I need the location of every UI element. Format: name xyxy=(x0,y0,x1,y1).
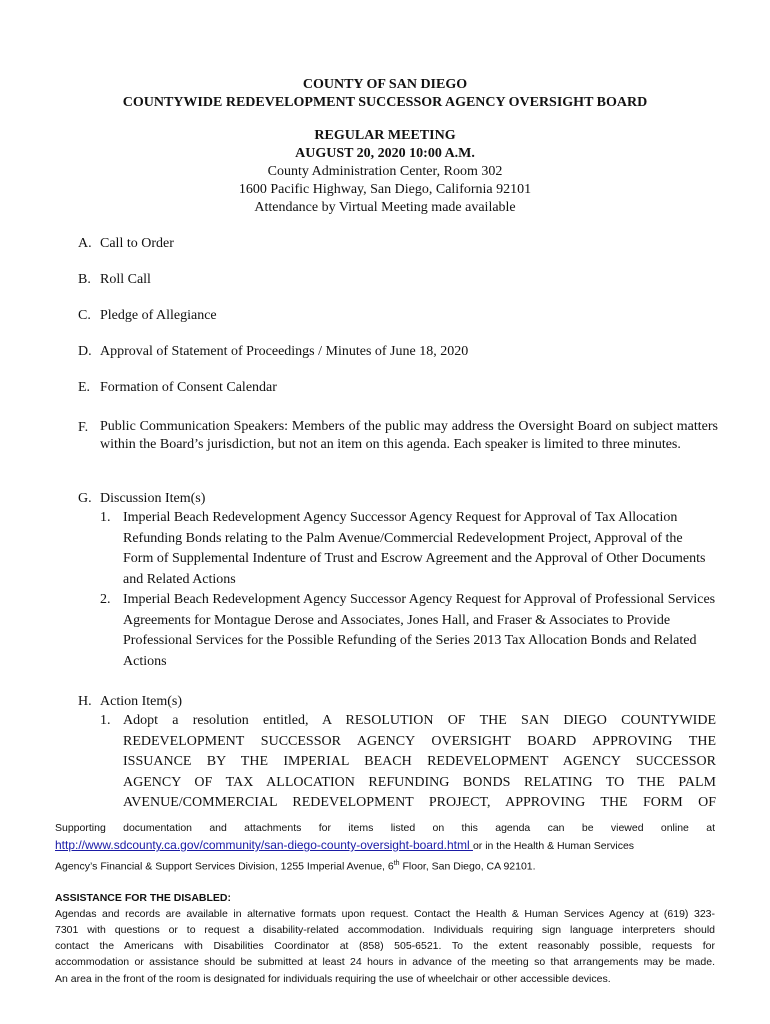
disabled-assistance-line: accommodation or assistance should be submitted at least 24 hours in advance of the meeting so that arrangements may be made. xyxy=(55,956,715,969)
oversight-board-link[interactable]: http://www.sdcounty.ca.gov/community/san-diego-county-oversight-board.html xyxy=(55,838,473,852)
agenda-item-e xyxy=(78,378,718,399)
supporting-docs-line3 xyxy=(55,855,715,876)
text-line: REDEVELOPMENT SUCCESSOR AGENCY OVERSIGHT BOARD APPROVING THE xyxy=(123,733,716,749)
agenda-item-f xyxy=(78,418,718,454)
text-line: ISSUANCE BY THE IMPERIAL BEACH REDEVELOPMENT AGENCY SUCCESSOR xyxy=(123,754,716,769)
item-text: Roll Call xyxy=(100,272,151,287)
text-line: AGENCY OF TAX ALLOCATION REFUNDING BONDS RELATING TO THE PALM xyxy=(123,774,716,790)
document-header xyxy=(0,76,770,217)
meeting-date: AUGUST 20, 2020 10:00 A.M. xyxy=(295,146,475,161)
discussion-item-1 xyxy=(100,508,716,590)
disabled-assistance-title: ASSISTANCE FOR THE DISABLED: xyxy=(55,891,231,904)
item-text xyxy=(123,711,716,814)
item-text: Pledge of Allegiance xyxy=(100,308,217,323)
board-title: COUNTYWIDE REDEVELOPMENT SUCCESSOR AGENCY OVERSIGHT BOARD xyxy=(122,95,648,110)
item-letter: G. xyxy=(78,491,92,506)
agenda-item-g xyxy=(78,489,718,510)
agenda-item-d xyxy=(78,342,718,363)
text-line: AVENUE/COMMERCIAL REDEVELOPMENT PROJECT, APPROVING THE FORM OF xyxy=(123,795,716,810)
item-number: 1. xyxy=(100,713,111,728)
item-letter: D. xyxy=(78,344,92,359)
action-item-1 xyxy=(100,711,716,814)
supporting-docs-line1: Supporting documentation and attachments for items listed on this agenda can be viewed online at xyxy=(55,822,715,834)
agenda-item-b xyxy=(78,270,718,291)
agenda-item-a xyxy=(78,234,718,255)
item-text: Public Communication Speakers: Members of the public may address the Oversight Board on subject matters within the Board’s jurisdiction, but not an item on this agenda. Each speaker is limited to three minutes. xyxy=(100,419,718,452)
item-letter: H. xyxy=(78,694,92,709)
item-text: Discussion Item(s) xyxy=(100,491,206,506)
item-number: 2. xyxy=(100,592,111,607)
meeting-type: REGULAR MEETING xyxy=(314,128,456,143)
address-text: Agency’s Financial & Support Services Division, 1255 Imperial Avenue, 6 xyxy=(55,860,394,873)
item-letter: C. xyxy=(78,308,91,323)
item-text: Formation of Consent Calendar xyxy=(100,380,277,395)
supporting-docs-continued: or in the Health & Human Services xyxy=(472,840,635,852)
text-line: Adopt a resolution entitled, A RESOLUTION OF THE SAN DIEGO COUNTYWIDE xyxy=(123,713,716,728)
location-address: 1600 Pacific Highway, San Diego, California 92101 xyxy=(238,182,532,197)
item-text: Imperial Beach Redevelopment Agency Successor Agency Request for Approval of Tax Allocation Refunding Bonds relating to the Palm Avenue/Commercial Redevelopment Project, Approval of the Form of Supplemental Indenture of Trust and Escrow Agreement and the Approval of Other Documents and Related Actions xyxy=(123,510,706,587)
agenda-item-c xyxy=(78,306,718,327)
item-letter: B. xyxy=(78,272,91,287)
location-room: County Administration Center, Room 302 xyxy=(267,164,503,179)
item-letter: F. xyxy=(78,420,89,435)
county-title: COUNTY OF SAN DIEGO xyxy=(302,77,468,92)
attendance-note: Attendance by Virtual Meeting made available xyxy=(254,200,516,215)
item-text: Imperial Beach Redevelopment Agency Successor Agency Request for Approval of Professional Services Agreements for Montague Derose and Associates, Jones Hall, and Fraser & Associates to Provide Professional Services for the Possible Refunding of the Series 2013 Tax Allocation Bonds and Related Actions xyxy=(123,592,716,669)
item-number: 1. xyxy=(100,510,111,525)
discussion-item-2 xyxy=(100,590,716,672)
agenda-item-h xyxy=(78,692,718,713)
disabled-assistance-line: 7301 with questions or to request a disability-related accommodation. Individuals requiring sign language interpreters should xyxy=(55,923,715,936)
disabled-assistance-line: Agendas and records are available in alternative formats upon request. Contact the Health & Human Services Agency at (619) 323- xyxy=(55,907,715,920)
item-letter: A. xyxy=(78,236,92,251)
item-text: Action Item(s) xyxy=(100,694,183,709)
disabled-assistance-line: contact the Americans with Disabilities Coordinator at (858) 505-6521. To the extent reasonably possible, requests for xyxy=(55,940,715,953)
disabled-assistance-line: An area in the front of the room is designated for individuals requiring the use of wheelchair or other accessible devices. xyxy=(55,972,611,985)
item-letter: E. xyxy=(78,380,91,395)
item-text: Call to Order xyxy=(100,236,174,251)
address-text-end: Floor, San Diego, CA 92101. xyxy=(399,860,536,873)
item-text: Approval of Statement of Proceedings / Minutes of June 18, 2020 xyxy=(100,344,469,359)
supporting-docs-line2 xyxy=(55,837,715,855)
page-footer xyxy=(55,820,715,987)
ordinal-suffix: th xyxy=(393,860,400,867)
